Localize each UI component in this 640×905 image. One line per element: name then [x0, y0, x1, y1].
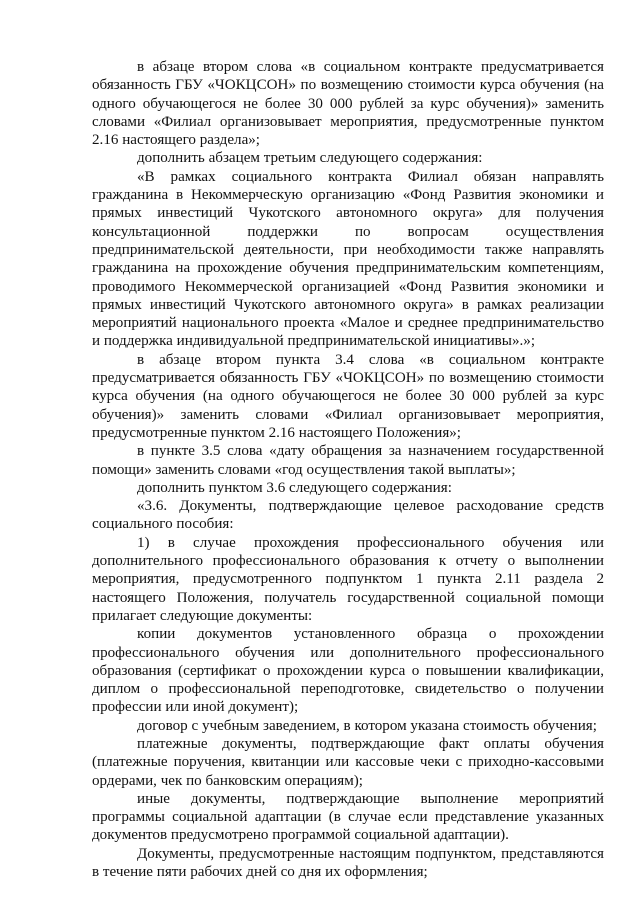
paragraph-subpoint-1: 1) в случае прохождения профессионального обучения или дополнительного профессионального образования к отчету о выполнении мероприятия, предусмотренного подпунктом 1 пункта 2.11 раздела 2 настоящего Положения, получатель государственной социальной помощи прилагает следующие документы: [92, 534, 604, 624]
document-page [92, 58, 604, 881]
paragraph-add-point-3-6-intro: дополнить пунктом 3.6 следующего содержания: [137, 479, 452, 496]
paragraph-payment-docs: платежные документы, подтверждающие факт оплаты обучения (платежные поручения, квитанции или кассовые чеки с приходно-кассовыми ордерами, чек по банковским операциям); [92, 735, 604, 789]
paragraph-abzac-3-text: «В рамках социального контракта Филиал обязан направлять гражданина в Некоммерческую организацию «Фонд Развития экономики и прямых инвестиций Чукотского автономного округа» для получения консультационной поддержки по вопросам осуществления предпринимательской деятельности, при необходимости также направлять гражданина на прохождение обучения предпринимательским компетенциям, проводимого Некоммерческой организацией «Фонд Развития экономики и прямых инвестиций Чукотского автономного округа» в рамках реализации мероприятий национального проекта «Малое и среднее предпринимательство и поддержка индивидуальной предпринимательской инициативы».»; [92, 168, 604, 350]
paragraph-deadline: Документы, предусмотренные настоящим подпунктом, представляются в течение пяти рабочих дней со дня их оформления; [92, 845, 604, 881]
paragraph-amend-point-3-4: в абзаце втором пункта 3.4 слова «в социальном контракте предусматривается обязанность ГБУ «ЧОКЦСОН» по возмещению стоимости курса обучения (на одного обучающегося не более 30 000 рублей за курс обучения)» заменить словами «Филиал организовывает мероприятия, предусмотренные пунктом 2.16 настоящего Положения»; [92, 351, 604, 441]
paragraph-add-abzac-3-intro: дополнить абзацем третьим следующего содержания: [137, 150, 483, 167]
paragraph-point-3-6-heading: «3.6. Документы, подтверждающие целевое расходование средств социального пособия: [92, 498, 604, 533]
paragraph-doc-copies: копии документов установленного образца о прохождении профессионального обучения или дополнительного профессионального образования (сертификат о прохождении курса о повышении квалификации, диплом о профессиональной переподготовке, свидетельство о получении профессии или иной документ); [92, 626, 604, 716]
paragraph-other-docs: иные документы, подтверждающие выполнение мероприятий программы социальной адаптации (в случае если представление указанных документов предусмотрено программой социальной адаптации). [92, 790, 604, 844]
paragraph-contract: договор с учебным заведением, в котором указана стоимость обучения; [137, 717, 597, 734]
paragraph-amend-point-3-5: в пункте 3.5 слова «дату обращения за назначением государственной помощи» заменить словами «год осуществления такой выплаты»; [92, 443, 604, 478]
paragraph-amend-abzac-2: в абзаце втором слова «в социальном контракте предусматривается обязанность ГБУ «ЧОКЦСОН» по возмещению стоимости курса обучения (на одного обучающегося не более 30 000 рублей за курс обучения)» заменить словами «Филиал организовывает мероприятия, предусмотренные пунктом 2.16 настоящего раздела»; [92, 59, 604, 149]
